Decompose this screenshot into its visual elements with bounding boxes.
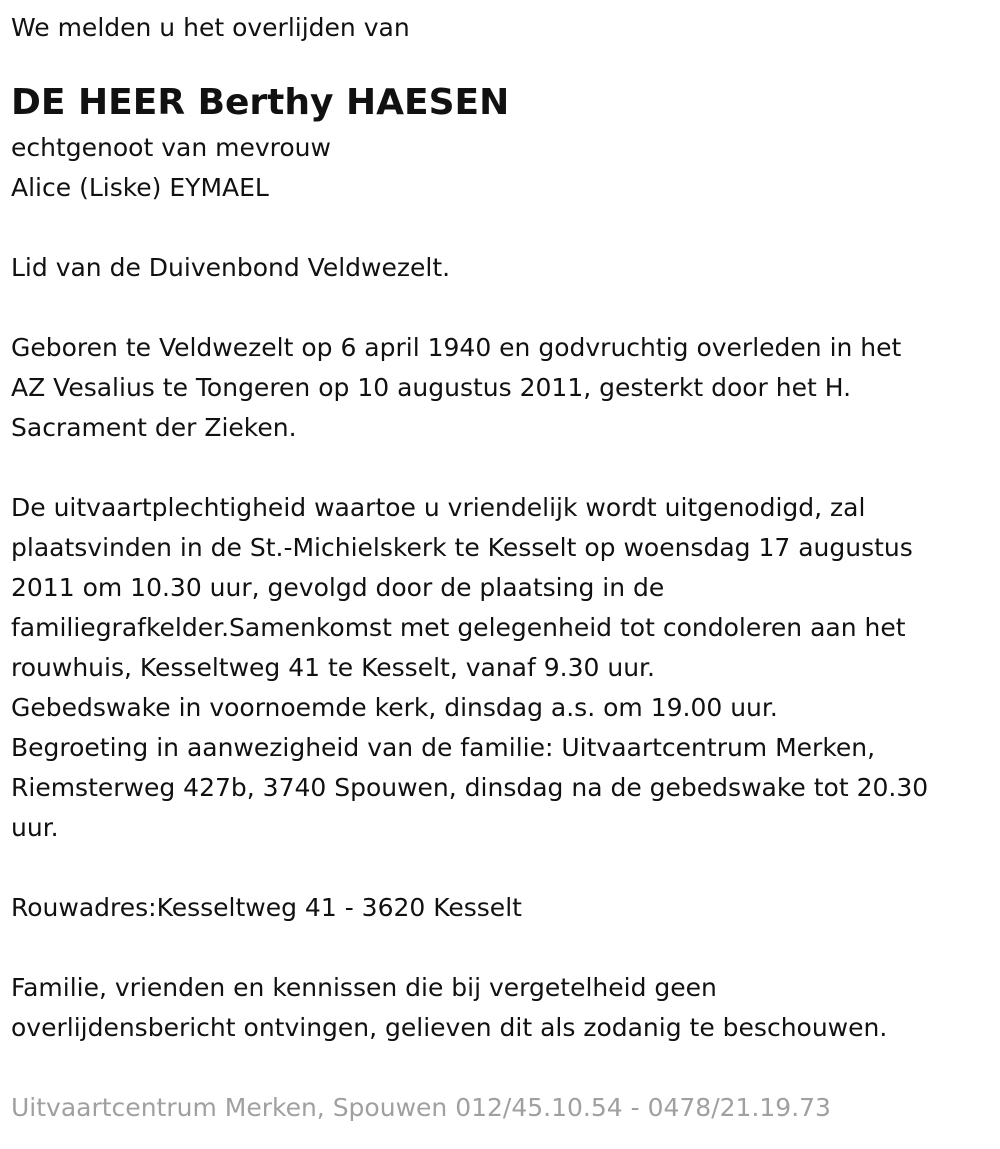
ceremony-line: familiegrafkelder.Samenkomst met gelegenheid tot condoleren aan het: [11, 613, 906, 642]
ceremony-line: plaatsvinden in de St.-Michielskerk te Kesselt op woensdag 17 augustus: [11, 533, 913, 562]
deceased-name: DE HEER Berthy HAESEN: [11, 82, 510, 123]
birth-death-line: Sacrament der Zieken.: [11, 413, 297, 442]
notice-paragraph: [11, 968, 986, 1048]
spouse-line-1: echtgenoot van mevrouw: [11, 133, 331, 162]
ceremony-line: De uitvaartplechtigheid waartoe u vriendelijk wordt uitgenodigd, zal: [11, 493, 866, 522]
spacer: [11, 208, 986, 248]
intro-text: We melden u het overlijden van: [11, 13, 410, 42]
ceremony-line: Begroeting in aanwezigheid van de familie: Uitvaartcentrum Merken,: [11, 733, 876, 762]
birth-death-paragraph: [11, 328, 986, 448]
ceremony-line: rouwhuis, Kesseltweg 41 te Kesselt, vanaf 9.30 uur.: [11, 653, 655, 682]
notice-line: Familie, vrienden en kennissen die bij vergetelheid geen: [11, 973, 717, 1002]
spacer: [11, 928, 986, 968]
membership-text: Lid van de Duivenbond Veldwezelt.: [11, 253, 451, 282]
spacer: [11, 448, 986, 488]
spacer: [11, 288, 986, 328]
birth-death-line: AZ Vesalius te Tongeren op 10 augustus 2011, gesterkt door het H.: [11, 373, 852, 402]
ceremony-line: Riemsterweg 427b, 3740 Spouwen, dinsdag na de gebedswake tot 20.30: [11, 773, 929, 802]
ceremony-line: 2011 om 10.30 uur, gevolgd door de plaatsing in de: [11, 573, 665, 602]
ceremony-line: uur.: [11, 813, 59, 842]
spacer: [11, 848, 986, 888]
funeral-home-footer: Uitvaartcentrum Merken, Spouwen 012/45.10.54 - 0478/21.19.73: [11, 1093, 831, 1122]
spacer: [11, 1048, 986, 1088]
ceremony-line: Gebedswake in voornoemde kerk, dinsdag a.s. om 19.00 uur.: [11, 693, 778, 722]
spouse-line-2: Alice (Liske) EYMAEL: [11, 173, 269, 202]
ceremony-paragraph: [11, 488, 986, 848]
birth-death-line: Geboren te Veldwezelt op 6 april 1940 en godvruchtig overleden in het: [11, 333, 902, 362]
mourning-address: Rouwadres:Kesseltweg 41 - 3620 Kesselt: [11, 893, 522, 922]
notice-line: overlijdensbericht ontvingen, gelieven dit als zodanig te beschouwen.: [11, 1013, 888, 1042]
obituary-notice: [11, 8, 986, 1128]
